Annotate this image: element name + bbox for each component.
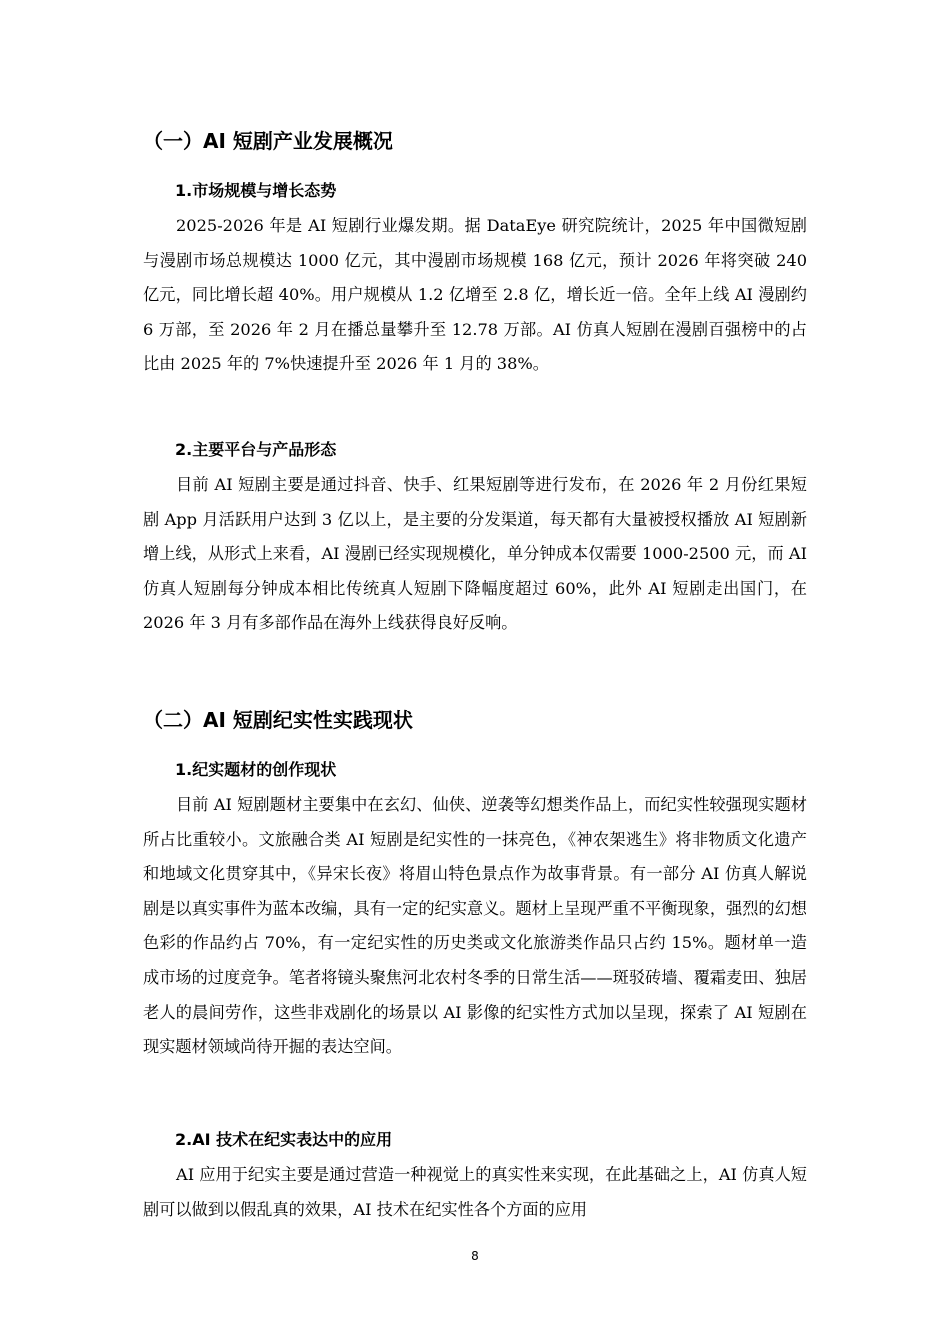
section-heading-documentary-practice: （二）AI 短剧纪实性实践现状 [143,708,413,732]
page-number: 8 [471,1249,479,1263]
subsection-heading-platforms: 2.主要平台与产品形态 [175,440,337,459]
section-heading-industry-overview: （一）AI 短剧产业发展概况 [143,129,393,153]
subsection-heading-ai-technology: 2.AI 技术在纪实表达中的应用 [175,1130,393,1149]
paragraph-platforms: 目前 AI 短剧主要是通过抖音、快手、红果短剧等进行发布，在 2026 年 2 月份红果短剧 App 月活跃用户达到 3 亿以上，是主要的分发渠道，每天都有大量被授权播放 AI 短剧新增上线，从形式上来看，AI 漫剧已经实现规模化，单分钟成本仅需要 1000-2500 元，而 AI 仿真人短剧每分钟成本相比传统真人短剧下降幅度超过 60%，此外 AI 短剧走出国门，在 2026 年 3 月有多部作品在海外上线获得良好反响。 [143,475,807,633]
subsection-heading-documentary-themes: 1.纪实题材的创作现状 [175,760,337,779]
paragraph-ai-technology: AI 应用于纪实主要是通过营造一种视觉上的真实性来实现，在此基础之上，AI 仿真人短剧可以做到以假乱真的效果，AI 技术在纪实性各个方面的应用 [143,1165,807,1219]
paragraph-market-scale: 2025-2026 年是 AI 短剧行业爆发期。据 DataEye 研究院统计，2025 年中国微短剧与漫剧市场总规模达 1000 亿元，其中漫剧市场规模 168 亿元，预计 2026 年将突破 240 亿元，同比增长超 40%。用户规模从 1.2 亿增至 2.8 亿，增长近一倍。全年上线 AI 漫剧约 6 万部，至 2026 年 2 月在播总量攀升至 12.78 万部。AI 仿真人短剧在漫剧百强榜中的占比由 2025 年的 7%快速提升至 2026 年 1 月的 38%。 [143,216,807,374]
subsection-heading-market-scale: 1.市场规模与增长态势 [175,181,337,200]
paragraph-documentary-themes: 目前 AI 短剧题材主要集中在玄幻、仙侠、逆袭等幻想类作品上，而纪实性较强现实题材所占比重较小。文旅融合类 AI 短剧是纪实性的一抹亮色，《神农架逃生》将非物质文化遗产和地域文化贯穿其中，《异宋长夜》将眉山特色景点作为故事背景。有一部分 AI 仿真人解说剧是以真实事件为蓝本改编，具有一定的纪实意义。题材上呈现严重不平衡现象，强烈的幻想色彩的作品约占 70%，有一定纪实性的历史类或文化旅游类作品只占约 15%。题材单一造成市场的过度竞争。笔者将镜头聚焦河北农村冬季的日常生活——斑驳砖墙、覆霜麦田、独居老人的晨间劳作，这些非戏剧化的场景以 AI 影像的纪实性方式加以呈现，探索了 AI 短剧在现实题材领域尚待开掘的表达空间。 [143,795,807,1057]
